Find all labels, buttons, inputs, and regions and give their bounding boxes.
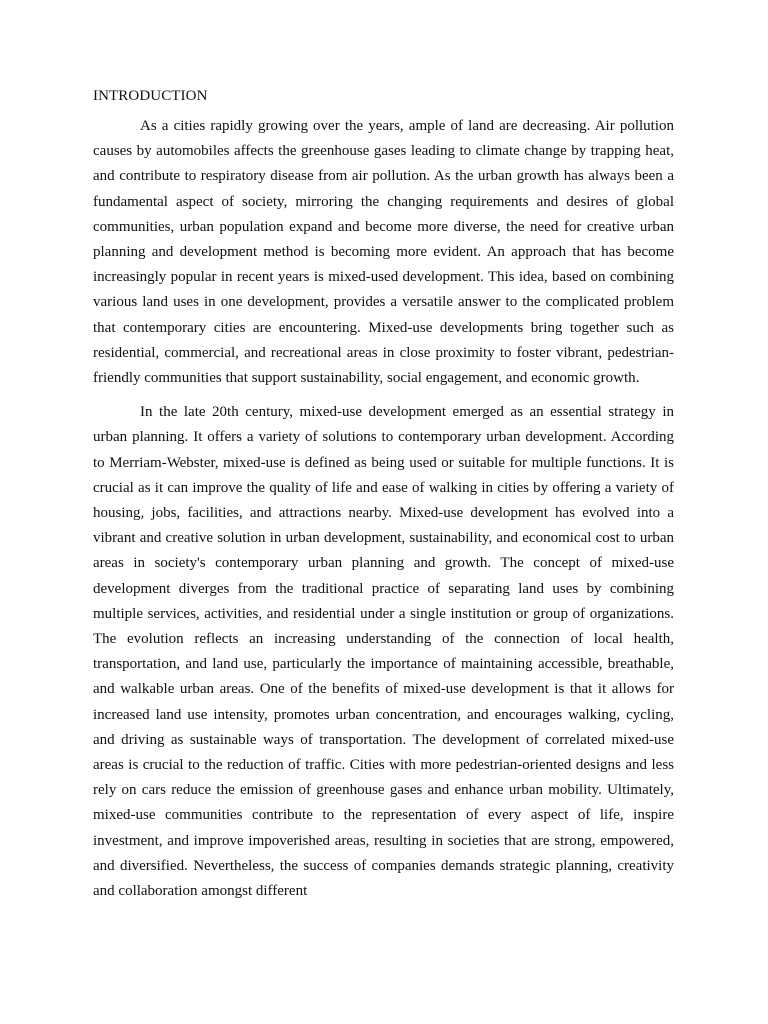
document-body [93, 86, 674, 913]
section-heading: INTRODUCTION [93, 88, 208, 104]
paragraph-1: As a cities rapidly growing over the years, ample of land are decreasing. Air pollution causes by automobiles affects the greenhouse gases leading to climate change by trapping heat, and contribute to respiratory disease from air pollution. As the urban growth has always been a fundamental aspect of society, mirroring the changing requirements and desires of global communities, urban population expand and become more diverse, the need for creative urban planning and development method is becoming more evident. An approach that has become increasingly popular in recent years is mixed-used development. This idea, based on combining various land uses in one development, provides a versatile answer to the complicated problem that contemporary cities are encountering. Mixed-use developments bring together such as residential, commercial, and recreational areas in close proximity to foster vibrant, pedestrian-friendly communities that support sustainability, social engagement, and economic growth. [93, 118, 674, 387]
paragraph-2: In the late 20th century, mixed-use development emerged as an essential strategy in urban planning. It offers a variety of solutions to contemporary urban development. According to Merriam-Webster, mixed-use is defined as being used or suitable for multiple functions. It is crucial as it can improve the quality of life and ease of walking in cities by offering a variety of housing, jobs, facilities, and attractions nearby. Mixed-use development has evolved into a vibrant and creative solution in urban development, sustainability, and economical cost to urban areas in society's contemporary urban planning and growth. The concept of mixed-use development diverges from the traditional practice of separating land uses by combining multiple services, activities, and residential under a single institution or group of organizations. The evolution reflects an increasing understanding of the connection of local health, transportation, and land use, particularly the importance of maintaining accessible, breathable, and walkable urban areas. One of the benefits of mixed-use development is that it allows for increased land use intensity, promotes urban concentration, and encourages walking, cycling, and driving as sustainable ways of transportation. The development of correlated mixed-use areas is crucial to the reduction of traffic. Cities with more pedestrian-oriented designs and less rely on cars reduce the emission of greenhouse gases and enhance urban mobility. Ultimately, mixed-use communities contribute to the representation of every aspect of life, inspire investment, and improve impoverished areas, resulting in societies that are strong, empowered, and diversified. Nevertheless, the success of companies demands strategic planning, creativity and collaboration amongst different [93, 404, 674, 900]
